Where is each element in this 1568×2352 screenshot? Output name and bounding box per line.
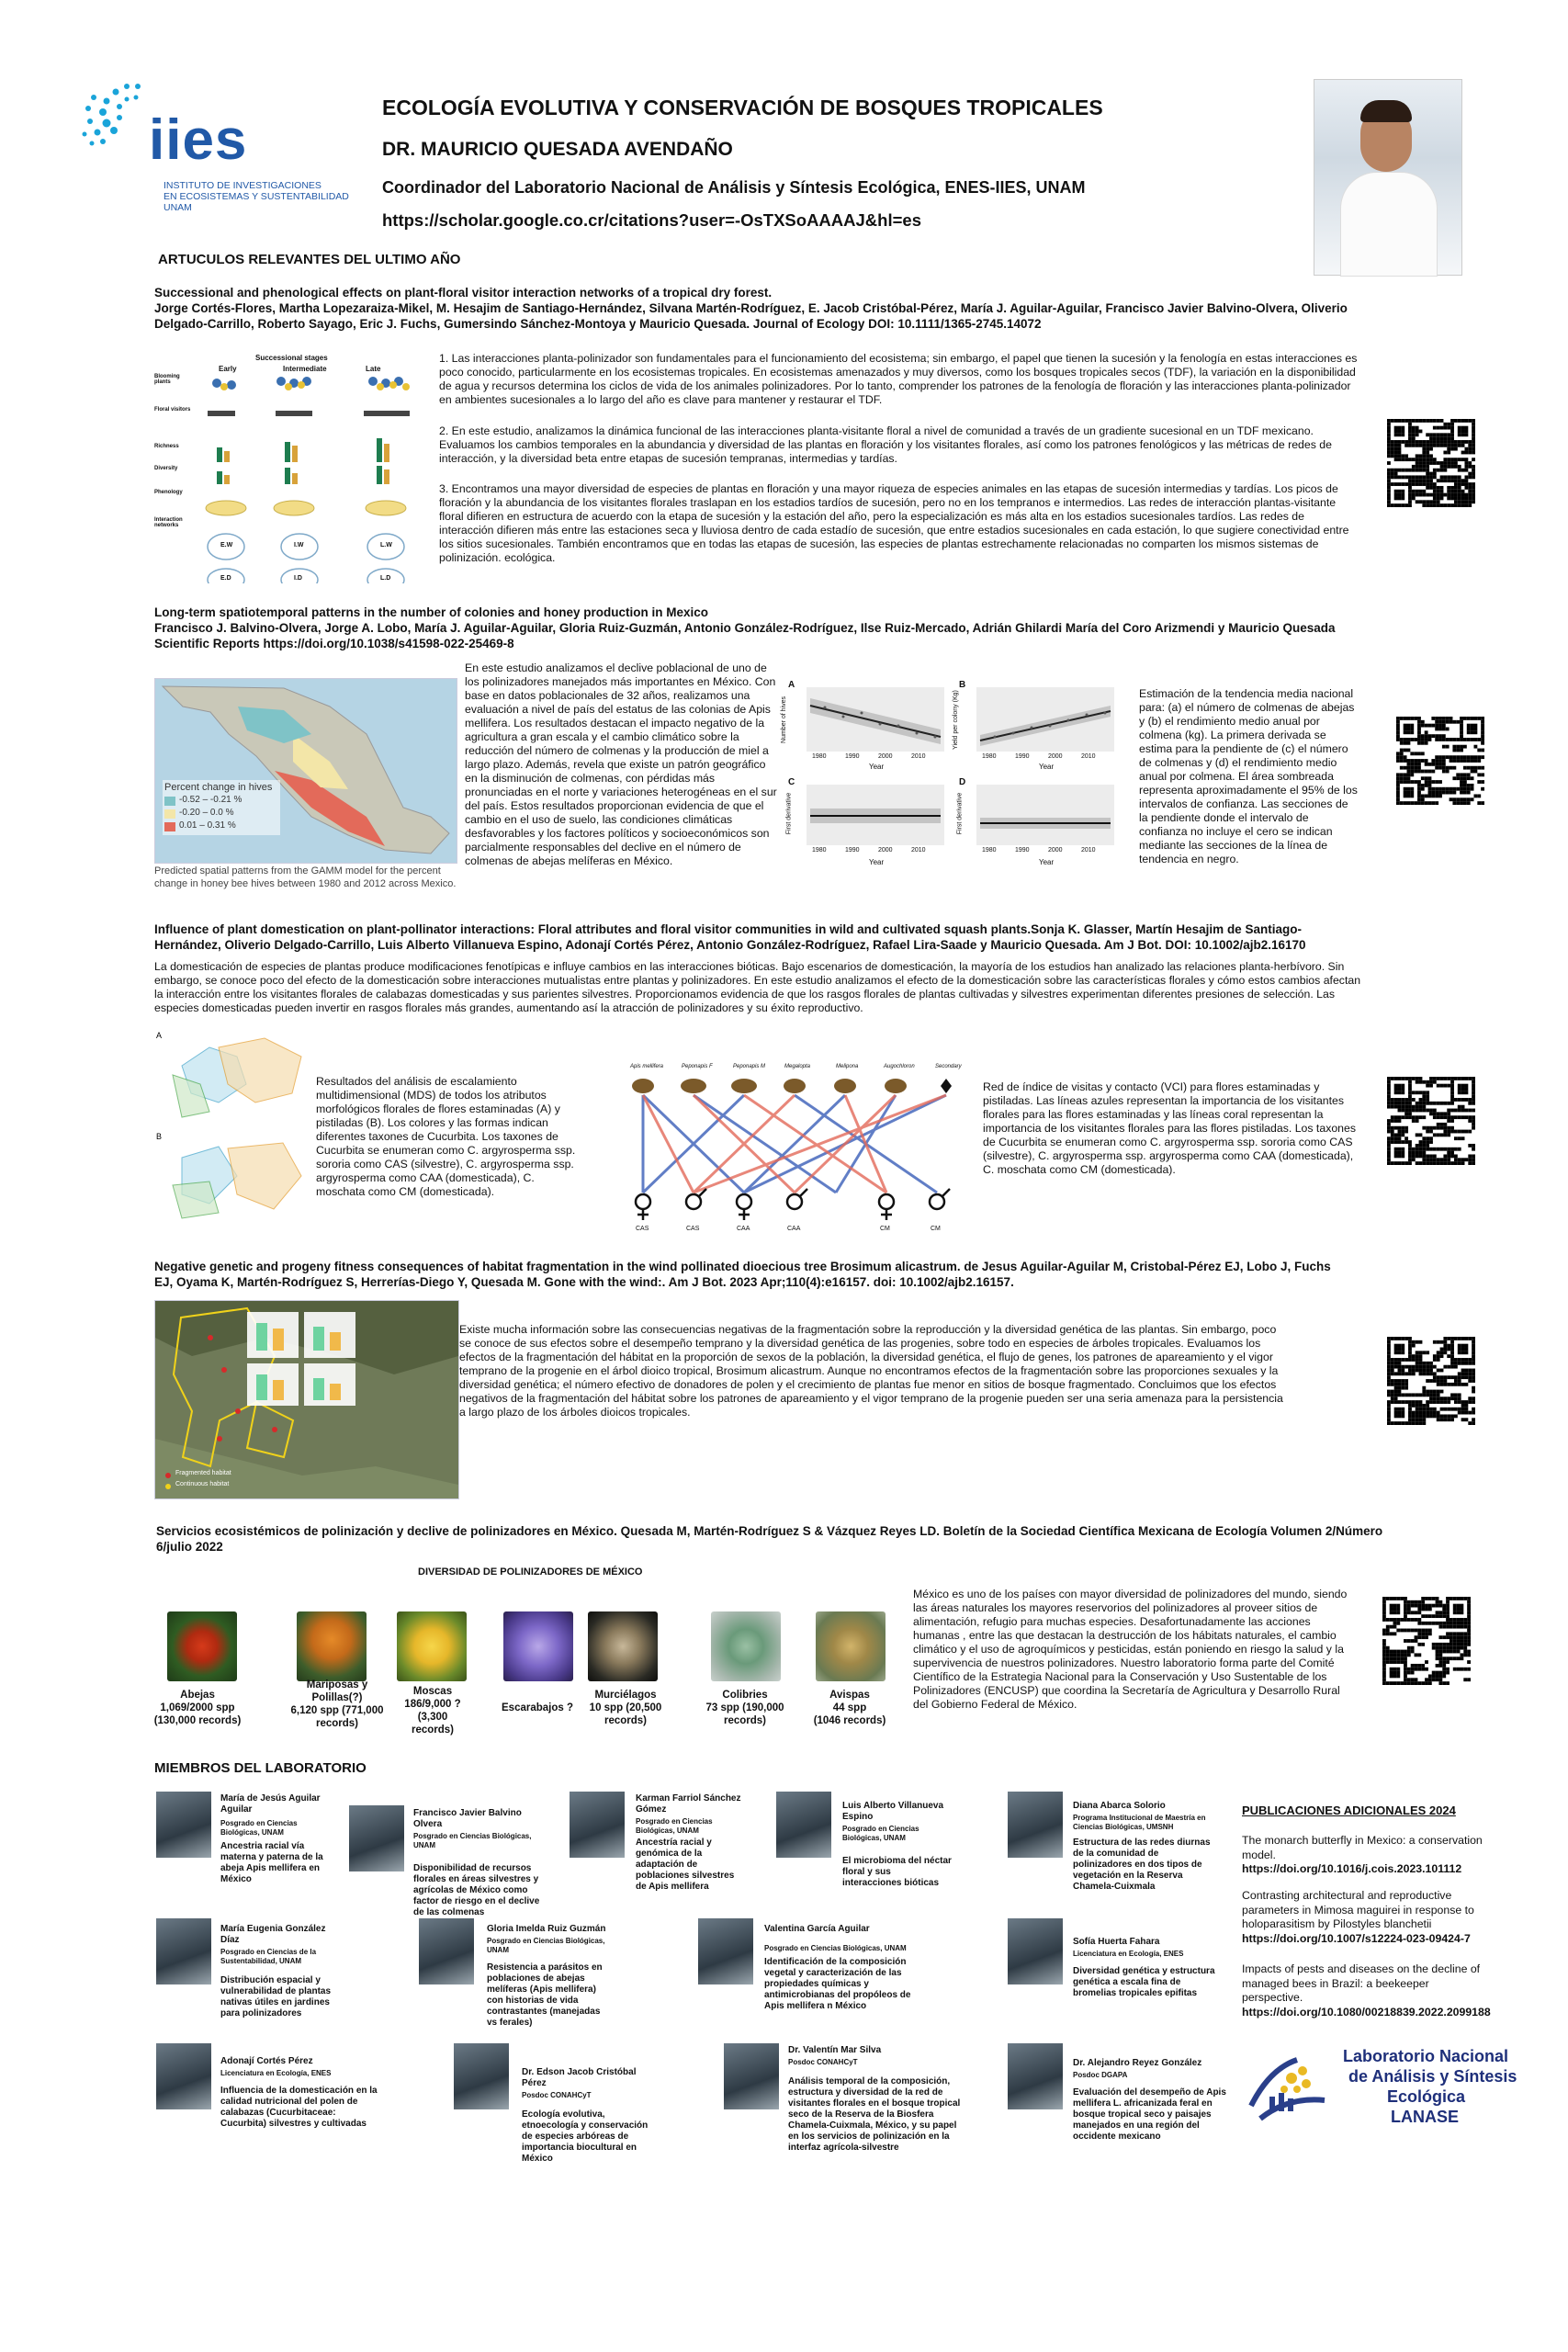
- lanase-line-2: de Análisis y Síntesis: [1348, 2067, 1517, 2086]
- panel-d-xtick-4: 2010: [1081, 847, 1096, 854]
- member-card: [1073, 2058, 1234, 2143]
- panel-c-xtick-2: 1990: [845, 847, 860, 854]
- section-heading: ARTUCULOS RELEVANTES DEL ULTIMO AÑO: [158, 252, 461, 267]
- map4-legend-fragmented: Fragmented habitat: [175, 1470, 231, 1476]
- member-card: [413, 1808, 551, 1918]
- publication-text: Impacts of pests and diseases on the decline of managed bees in Brazil: a beekeeper perspective.: [1242, 1962, 1481, 2004]
- member-topic: Ancestría racial y genómica de la adaptación de poblaciones silvestres de Apis mellifera: [636, 1838, 735, 1892]
- svg-text:B: B: [156, 1132, 163, 1141]
- pollinator-label-bats: Murciélagos 10 spp (20,500 records): [589, 1690, 662, 1726]
- fig1-row-2: Richness: [154, 444, 179, 449]
- panel-letter-a: A: [788, 680, 795, 690]
- fig1-schematic: [198, 372, 419, 583]
- article1-paragraph-2: 2. En este estudio, analizamos la dinámica funcional de las interacciones planta-visitante floral a nivel de comunidad a través de un gradiente sucesional en un TDF mexicano. Evaluamos los cambios temporales en la abundancia y diversidad de las plantas en floración y los visitantes florales, así como los patrones fenológicos y las métricas de redes de interacción, y la diversidad beta entre etapas de sucesión tempranas, intermedias y tardías.: [439, 424, 1332, 465]
- member-card: [220, 1793, 335, 1885]
- fig1-title: Successional stages: [255, 354, 328, 362]
- publications-title: PUBLICACIONES ADICIONALES 2024: [1242, 1804, 1456, 1817]
- member-photo: [1008, 1918, 1063, 1984]
- member-topic: Diversidad genética y estructura genética a escala fina de bromelias tropicales epifitas: [1073, 1966, 1215, 1998]
- fig1-col-early: Early: [219, 365, 237, 373]
- panel-b-xtick-3: 2000: [1048, 753, 1063, 760]
- fig1-row-3: Diversity: [154, 466, 178, 471]
- mds-plots: [154, 1029, 310, 1231]
- member-photo: [454, 2043, 509, 2109]
- map4-legend-continuous: Continuous habitat: [175, 1481, 230, 1487]
- member-name: Gloria Imelda Ruiz Guzmán: [487, 1924, 606, 1934]
- article3-title-text: Influence of plant domestication on plant-pollinator interactions: Floral attributes and floral visitor communities in wild and cultivated squash plants.: [154, 922, 1032, 936]
- panel-letter-d: D: [959, 777, 966, 787]
- article1-paragraph-1: 1. Las interacciones planta-polinizador son fundamentales para el funcionamiento del ecosistema; sin embargo, el papel que tienen la sucesión y la fenología en estas interacciones es poco conocido, particularmente en los ecosistemas tropicales. En ecosistemas amenazados y muy diversos, como los bosques tropicales secos (TDF), la variación en la disponibilidad de agua y recursos determina los ciclos de vida de los animales polinizadores. Por lo tanto, comprender los patrones de la fenología de floración y las interacciones planta-polinizador en ambientes sucesionales a lo largo del año es clave para mantener y restaurar el TDF.: [439, 352, 1358, 406]
- fig1-col-intermediate: Intermediate: [283, 365, 327, 373]
- net-bottom-2: CAA: [737, 1226, 750, 1232]
- member-name: Valentina García Aguilar: [764, 1924, 870, 1934]
- member-program: Posgrado en Ciencias Biológicas, UNAM: [842, 1825, 919, 1842]
- net-top-3: Megalopta: [784, 1064, 811, 1069]
- article5-title: Servicios ecosistémicos de polinización y declive de polinizadores en México. Quesada M, Martén-Rodríguez S & Vázquez Reyes LD. Boletín de la Sociedad Científica Mexicana de Ecología Volumen 2/Número 6/julio 2022: [156, 1524, 1383, 1554]
- member-program: Posgrado en Ciencias Biológicas, UNAM: [413, 1832, 532, 1849]
- net-top-0: Apis mellifera: [630, 1064, 664, 1069]
- member-name: Diana Abarca Solorio: [1073, 1801, 1166, 1811]
- panel-b-ylabel: Yield per colony (Kg): [952, 690, 959, 750]
- member-topic: Resistencia a parásitos en poblaciones de abejas melíferas (Apis mellifera) con historias de vida contrastantes (manejadas vs ferales): [487, 1962, 603, 2028]
- member-name: María Eugenia González Díaz: [220, 1924, 326, 1945]
- fig1-node-ew: E.W: [220, 542, 233, 548]
- map-legend-title: Percent change in hives: [164, 782, 273, 793]
- member-photo: [349, 1805, 404, 1871]
- member-program: Posgrado en Ciencias Biológicas, UNAM: [636, 1817, 713, 1835]
- legend-swatch: [164, 809, 175, 819]
- panel-letter-b: B: [959, 680, 966, 690]
- pollinator-label-bees: Abejas 1,069/2000 spp (130,000 records): [153, 1690, 242, 1726]
- member-program: Posgrado en Ciencias Biológicas, UNAM: [764, 1944, 907, 1952]
- article1-paragraph-3: 3. Encontramos una mayor diversidad de especies de plantas en floración y una mayor riqueza de especies animales en las etapas de sucesión intermedias y tardías. Los picos de floración y la abundancia de los visitantes florales traslapan en los estadios tardíos de sucesión, pero no en los tempranos e intermedios. Las redes de interacción plantas-visitante floral difieren en estructura de acuerdo con la etapa de sucesión y la estación del año, pero la especialización es más alta en los estadios sucesionales tardíos. Las redes de interacción difieren más entre las estaciones seca y lluviosa dentro de cada estadío de sucesión, que entre estadios sucesionales en cada estación, lo que sugiere conectividad entre los sitios sucesionales. También encontramos que en todas las etapas de sucesión, las especies de plantas estrechamente relacionadas no comparten los mismos sistemas de polinización. ecológica.: [439, 482, 1349, 564]
- article3-title: [154, 922, 1367, 953]
- lanase-line-4: LANASE: [1391, 2108, 1460, 2126]
- member-card: [842, 1801, 953, 1889]
- panel-c-xtick-4: 2010: [911, 847, 926, 854]
- publication-item: [1242, 1834, 1485, 1877]
- panel-c-ylabel: First derivative: [785, 792, 793, 835]
- mexico-map: [155, 679, 457, 863]
- fig1-row-4: Phenology: [154, 490, 183, 495]
- member-photo: [1008, 2043, 1063, 2109]
- member-topic: Evaluación del desempeño de Apis mellifera L. africanizada feral en bosque tropical seco y paisajes manejados en una región del occidente mexicano: [1073, 2087, 1226, 2142]
- member-card: [636, 1793, 744, 1893]
- member-name: Dr. Valentín Mar Silva: [788, 2045, 882, 2055]
- member-topic: Influencia de la domesticación en la calidad nutricional del polen de calabazas (Cucurbitaceae: Cucurbita) silvestres y cultivadas: [220, 2086, 378, 2129]
- member-photo: [698, 1918, 753, 1984]
- member-topic: Distribución espacial y vulnerabilidad de plantas nativas útiles en jardines para polinizadores: [220, 1975, 332, 2018]
- poster-title: ECOLOGÍA EVOLUTIVA Y CONSERVACIÓN DE BOSQUES TROPICALES: [382, 96, 1103, 119]
- member-name: Luis Alberto Villanueva Espino: [842, 1801, 944, 1822]
- article2-right-text: Estimación de la tendencia media nacional para: (a) el número de colmenas de abejas y (b) el rendimiento medio anual por colmena (kg). La primera derivada se estima para la pendiente de (c) el número de colmenas y (d) el rendimiento medio anual por colmena. El área sombreada representa aproximadamente el 95% de los intervalos de confianza. Las secciones de la pendiente donde el intervalo de confianza no incluye el cero se indican mediante las secciones de la línea de tendencia en negro.: [1139, 687, 1358, 865]
- member-card: [788, 2045, 967, 2154]
- article2-trend-panels: [780, 680, 1128, 871]
- panel-c-xtick-3: 2000: [878, 847, 893, 854]
- member-card: [522, 2067, 660, 2165]
- net-top-6: Secondary: [935, 1064, 962, 1069]
- article3-authors: Sonja K. Glasser, Martín Hesajim de Santiago-Hernández, Oliverio Delgado-Carrillo, Luis Alberto Villanueva Espino, Adonají Cortés Pérez, Antonio González-Rodríguez, Rafael Lira-Saade y Mauricio Quesada. Am J Bot. DOI: 10.1002/ajb2.16170: [154, 922, 1306, 952]
- net-bottom-4: CM: [880, 1226, 890, 1232]
- panel-a-xtick-4: 2010: [911, 753, 926, 760]
- member-program: Programa Institucional de Maestría en Ciencias Biológicas, UMSNH: [1073, 1814, 1206, 1831]
- publication-item: [1242, 1962, 1491, 2019]
- member-card: [220, 1924, 340, 2019]
- panel-a-xtick-3: 2000: [878, 753, 893, 760]
- article3-left-text: Resultados del análisis de escalamiento multidimensional (MDS) de todos los atributos morfológicos florales de flores estaminadas (A) y pistiladas (B). Los colores y las formas indican diferentes taxones de Cucurbita. Los taxones de Cucurbita se enumeran como C. argyrosperma ssp. sororia como CAS (silvestre), C. argyrosperma ssp. argyrosperma como CAA (domesticada), C. moschata como CM (domesticada).: [316, 1075, 576, 1198]
- svg-text:A: A: [156, 1031, 163, 1040]
- article4-body: Existe mucha información sobre las consecuencias negativas de la fragmentación sobre la reproducción y la diversidad genética de las plantas. Sin embargo, poco se conoce de sus efectos sobre el desempeño temprano y la diversidad genética de las progenies, sobre todo en especies de árboles tropicales. Evaluamos los efectos de la fragmentación del hábitat en la proporción de sexos de la población, la diversidad genética, el flujo de genes, los patrones de apareamiento y el vigor temprano de la progenie en el árbol dioico tropical, Brosimum alicastrum. Aunque no encontramos efectos de la fragmentación sobre las proporciones sexuales y la diversidad genética; el número efectivo de donadores de polen y el crecimiento de plantas fue menor en sitios de bosque fragmentado. Concluimos que los efectos negativos de la fragmentación del hábitat sobre los patrones de apareamiento y el vigor temprano de la progenie pueden ser una seria amenaza para la persistencia a largo plazo de los árboles dioicos tropicales.: [459, 1323, 1283, 1419]
- member-card: [487, 1924, 611, 2029]
- article4-map: [154, 1300, 459, 1499]
- member-photo: [156, 1918, 211, 1984]
- member-name: Dr. Alejandro Reyez González: [1073, 2058, 1202, 2068]
- fig1-row-1: Floral visitors: [154, 407, 191, 413]
- member-card: [1073, 1937, 1220, 1999]
- member-name: María de Jesús Aguilar Aguilar: [220, 1793, 321, 1815]
- member-photo: [156, 1792, 211, 1858]
- panel-d-xlabel: Year: [1039, 858, 1055, 866]
- researcher-role: Coordinador del Laboratorio Nacional de Análisis y Síntesis Ecológica, ENES-IIES, UNAM: [382, 178, 1086, 197]
- member-photo: [419, 1918, 474, 1984]
- publication-doi-link[interactable]: https://doi.org/10.1016/j.cois.2023.101112: [1242, 1862, 1462, 1875]
- panel-letter-c: C: [788, 777, 795, 787]
- member-topic: El microbioma del néctar floral y sus interacciones bióticas: [842, 1856, 952, 1888]
- panel-d-xtick-2: 1990: [1015, 847, 1030, 854]
- member-program: Posdoc CONAHCyT: [522, 2091, 592, 2099]
- panel-c-xlabel: Year: [869, 858, 885, 866]
- members-title: MIEMBROS DEL LABORATORIO: [154, 1760, 367, 1776]
- member-topic: Estructura de las redes diurnas de la comunidad de polinizadores en dos tipos de vegetación en la Reserva Chamela-Cuixmala: [1073, 1838, 1211, 1892]
- member-program: Posdoc DGAPA: [1073, 2071, 1128, 2079]
- article2-authors: Francisco J. Balvino-Olvera, Jorge A. Lobo, María J. Aguilar-Aguilar, Gloria Ruiz-Guzmán, Antonio González-Rodríguez, Ilse Ruiz-Mercado, Adrián Ghilardi María del Coro Arizmendi y Mauricio Quesada Scientific Reports https://doi.org/10.1038/s41598-022-25469-8: [154, 621, 1336, 650]
- member-program: Posgrado en Ciencias de la Sustentabilidad, UNAM: [220, 1948, 317, 1965]
- member-card: [1073, 1801, 1220, 1893]
- map-caption: Predicted spatial patterns from the GAMM model for the percent change in honey bee hives between 1980 and 2012 across Mexico.: [154, 865, 457, 889]
- panel-b-xlabel: Year: [1039, 763, 1055, 771]
- article5-qr-code[interactable]: [1382, 1597, 1471, 1685]
- article2-map: [154, 678, 457, 864]
- article3-right-text: Red de índice de visitas y contacto (VCI) para flores estaminadas y pistiladas. Las líneas azules representan la importancia de los visitantes florales para las flores estaminadas y las líneas coral representan la importancia de los visitantes florales para las flores pistiladas. Los taxones de Cucurbita se enumeran como C. argyrosperma ssp. sororia como CAS (silvestre), C. argyrosperma ssp. argyrosperma como CAA (domesticada), C. moschata como CM (domesticada).: [983, 1080, 1357, 1176]
- panel-c-xtick-1: 1980: [812, 847, 827, 854]
- fig1-row-5: Interaction networks: [154, 517, 183, 528]
- member-name: Karman Farriol Sánchez Gómez: [636, 1793, 741, 1815]
- vci-network: [625, 1064, 974, 1235]
- bat-photo: [588, 1611, 658, 1681]
- panel-a-xtick-1: 1980: [812, 753, 827, 760]
- publication-text: Contrasting architectural and reproductive parameters in Mimosa maguirei in response to holoparasitism by Pilostyles blanchetii: [1242, 1889, 1474, 1930]
- net-top-2: Peponapis M: [733, 1064, 766, 1069]
- lanase-logo: [1242, 2041, 1517, 2133]
- researcher-photo: [1314, 79, 1462, 276]
- panel-a-ylabel: Number of hives: [780, 696, 787, 743]
- lanase-line-1: Laboratorio Nacional: [1343, 2047, 1509, 2065]
- net-top-5: Augochloron: [884, 1064, 915, 1069]
- article2-qr-code[interactable]: [1396, 717, 1484, 805]
- member-card: [764, 1924, 930, 2012]
- diversity-title: DIVERSIDAD DE POLINIZADORES DE MÉXICO: [418, 1566, 643, 1577]
- article1-qr-code[interactable]: [1387, 419, 1475, 507]
- net-bottom-5: CM: [931, 1226, 941, 1232]
- fig1-col-late: Late: [366, 365, 381, 373]
- lanase-emblem-icon: [1242, 2041, 1334, 2133]
- panel-d-ylabel: First derivative: [956, 792, 964, 835]
- member-photo: [724, 2043, 779, 2109]
- net-bottom-0: CAS: [636, 1226, 649, 1232]
- legend-swatch: [164, 822, 175, 831]
- member-topic: Ancestria racial vía materna y paterna de la abeja Apis mellifera en México: [220, 1841, 323, 1884]
- panel-b-xtick-2: 1990: [1015, 753, 1030, 760]
- pollinator-label-butterflies: Mariposas y Polillas(?) 6,120 spp (771,000 records): [290, 1679, 384, 1729]
- map-legend-item-1: -0.52 – -0.21 %: [179, 795, 243, 805]
- fig1-node-id: I.D: [294, 575, 302, 582]
- fig1-node-ed: E.D: [220, 575, 231, 582]
- article4-title: Negative genetic and progeny fitness consequences of habitat fragmentation in the wind pollinated dioecious tree Brosimum alicastrum. de Jesus Aguilar-Aguilar M, Cristobal-Pérez EJ, Lobo J, Fuchs EJ, Oyama K, Martén-Rodríguez S, Herrerías-Diego Y, Quesada M. Gone with the wind:. Am J Bot. 2023 Apr;110(4):e16157. doi: 10.1002/ajb2.16157.: [154, 1260, 1331, 1289]
- pollinator-label-beetles: Escarabajos ?: [502, 1702, 573, 1713]
- member-name: Dr. Edson Jacob Cristóbal Pérez: [522, 2067, 637, 2088]
- publication-doi-link[interactable]: https://doi.org/10.1007/s12224-023-09424-7: [1242, 1931, 1471, 1945]
- member-topic: Disponibilidad de recursos florales en áreas silvestres y agrícolas de México como factor de riesgo en el declive de las colmenas: [413, 1863, 540, 1917]
- legend-swatch: [164, 797, 175, 806]
- member-program: Posdoc CONAHCyT: [788, 2058, 858, 2066]
- member-topic: Análisis temporal de la composición, estructura y diversidad de la red de visitantes florales en el bosque tropical seco de la Reserva de la Biosfera Chamela-Cuixmala, México, y su papel en los servicios de polinización en la interfaz agrícola-silvestre: [788, 2076, 961, 2153]
- article4-qr-code[interactable]: [1387, 1337, 1475, 1425]
- pollinator-label-wasps: Avispas 44 spp (1046 records): [813, 1690, 886, 1726]
- net-bottom-1: CAS: [686, 1226, 700, 1232]
- scholar-link[interactable]: https://scholar.google.co.cr/citations?user=-OsTXSoAAAAJ&hl=es: [382, 210, 921, 230]
- net-bottom-3: CAA: [787, 1226, 801, 1232]
- member-card: [220, 2056, 381, 2130]
- lanase-line-3: Ecológica: [1387, 2087, 1466, 2106]
- panel-b-xtick-4: 2010: [1081, 753, 1096, 760]
- fragmentation-map: [155, 1301, 458, 1498]
- panel-a-xlabel: Year: [869, 763, 885, 771]
- member-photo: [1008, 1792, 1063, 1858]
- member-topic: Identificación de la composición vegetal y caracterización de las propiedades químicas y antimicrobianas del propóleos de Apis mellifera n México: [764, 1957, 911, 2011]
- fig1-node-iw: I.W: [294, 542, 304, 548]
- article5-body: México es uno de los países con mayor diversidad de polinizadores del mundo, siendo las áreas naturales los mayores reservorios del polinizadores al proveer sitios de alimentación, refugio para muchas especies. Desafortunadamente las acciones humanas , entre las que destacan la destrucción de los hábitats naturales, el cambio climático y el uso de agroquímicos y pesticidas, están poniendo en riesgo la salud y la supervivencia de nuestros polinizadores. Nuestro laboratorio forma parte del Comité Científico de la Estrategia Nacional para la Conservación y Uso Sustentable de los Polinizadores (ENCUSP) que coordina la Secretaría de Agricultura y Desarrollo Rural del Gobierno Federal de México.: [913, 1588, 1348, 1711]
- net-top-1: Peponapis F: [682, 1064, 713, 1069]
- wasp-photo: [816, 1611, 886, 1681]
- iies-logo-subtitle: INSTITUTO DE INVESTIGACIONES EN ECOSISTEMAS Y SUSTENTABILIDAD UNAM: [164, 180, 349, 213]
- fig1-row-0: Blooming plants: [154, 374, 180, 385]
- fly-photo: [397, 1611, 467, 1681]
- article1-figure: [154, 354, 421, 583]
- iies-logo-text: iies: [149, 108, 248, 172]
- member-photo: [776, 1792, 831, 1858]
- iies-logo: [79, 79, 373, 217]
- researcher-name: DR. MAURICIO QUESADA AVENDAÑO: [382, 139, 733, 160]
- article3-abstract: La domesticación de especies de plantas produce modificaciones fenotípicas e influye cambios en las interacciones bióticas. Bajo escenarios de domesticación, la mayoría de los estudios han analizado las relaciones planta-herbívoro. Sin embargo, se conoce poco del efecto de la domesticación sobre interacciones mutualistas entre plantas y polinizadores. En este estudio analizamos el efecto de la domesticación sobre las características florales y cómo estos cambios afectan la interacción entre los visitantes florales de calabazas domesticadas y sus parientes silvestres. Proporcionamos evidencia de que los rasgos florales de plantas cultivadas y silvestres experimentan diferentes presiones de selección. Las especies domesticadas pueden invertir en rasgos florales más grandes, aumentando así la atracción de polinizadores y su éxito reproductivo.: [154, 960, 1361, 1014]
- panel-d-xtick-1: 1980: [982, 847, 997, 854]
- member-name: Sofía Huerta Fahara: [1073, 1937, 1160, 1947]
- article1-authors: Jorge Cortés-Flores, Martha Lopezaraiza-Mikel, M. Hesajim de Santiago-Hernández, Silvana Martén-Rodríguez, E. Jacob Cristóbal-Pérez, María J. Aguilar-Aguilar, Francisco Javier Balvino-Olvera, Oliverio Delgado-Carrillo, Roberto Sayago, Eric J. Fuchs, Gumersindo Sánchez-Montoya y Mauricio Quesada. Journal of Ecology DOI: 10.1111/1365-2745.14072: [154, 301, 1348, 331]
- member-program: Posgrado en Ciencias Biológicas, UNAM: [487, 1937, 605, 1954]
- map-legend-item-3: 0.01 – 0.31 %: [179, 820, 236, 831]
- publication-doi-link[interactable]: https://doi.org/10.1080/00218839.2022.2099188: [1242, 2005, 1491, 2018]
- hummingbird-photo: [711, 1611, 781, 1681]
- butterfly-photo: [297, 1611, 367, 1681]
- member-photo: [156, 2043, 211, 2109]
- member-program: Licenciatura en Ecología, ENES: [220, 2069, 332, 2077]
- pollinator-label-hummingbirds: Colibries 73 spp (190,000 records): [705, 1690, 784, 1726]
- article2-title: Long-term spatiotemporal patterns in the number of colonies and honey production in Mexico: [154, 605, 709, 619]
- article3-mds-figure: [154, 1029, 310, 1231]
- article2-body: En este estudio analizamos el declive poblacional de uno de los polinizadores manejados más importantes en México. Con base en datos poblacionales de 32 años, realizamos una evaluación a nivel de país del estatus de las colonias de Apis mellifera. Los resultados destacan el impacto negativo de la agricultura a gran escala y el cambio climático sobre la reducción del número de colmenas y la producción de miel a largo plazo. Además, revela que existe un patrón geográfico en la disminución de colmenas, con pérdidas más pronunciadas en el norte y variaciones heterogéneas en el sur del país. Estos resultados proporcionan evidencia de que el cambio en el uso de suelo, las condiciones climáticas desfavorables y los factores políticos y socioeconómicos son parcialmente responsables del declive en el número de colmenas de abejas melíferas en México.: [465, 662, 777, 867]
- map-legend-item-2: -0.20 – 0.0 %: [179, 808, 234, 818]
- beetle-photo: [503, 1611, 573, 1681]
- fig1-node-lw: L.W: [380, 542, 392, 548]
- member-photo: [570, 1792, 625, 1858]
- member-name: Adonají Cortés Pérez: [220, 2056, 313, 2066]
- net-top-4: Melipona: [836, 1064, 859, 1069]
- panel-d-xtick-3: 2000: [1048, 847, 1063, 854]
- member-name: Francisco Javier Balvino Olvera: [413, 1808, 522, 1829]
- article3-network: [625, 1064, 974, 1235]
- bee-photo: [167, 1611, 237, 1681]
- panel-a-xtick-2: 1990: [845, 753, 860, 760]
- publication-item: [1242, 1889, 1485, 1946]
- member-topic: Ecología evolutiva, etnoecología y conservación de especies arbóreas de importancia biocultural en México: [522, 2109, 649, 2164]
- article3-qr-code[interactable]: [1387, 1077, 1475, 1165]
- member-program: Licenciatura en Ecología, ENES: [1073, 1950, 1184, 1958]
- member-program: Posgrado en Ciencias Biológicas, UNAM: [220, 1819, 298, 1837]
- publication-text: The monarch butterfly in Mexico: a conservation model.: [1242, 1834, 1483, 1861]
- fig1-node-ld: L.D: [380, 575, 391, 582]
- article1-title: Successional and phenological effects on plant-floral visitor interaction networks of a tropical dry forest.: [154, 286, 773, 300]
- pollinator-label-flies: Moscas 186/9,000 ? (3,300 records): [404, 1686, 461, 1736]
- panel-b-xtick-1: 1980: [982, 753, 997, 760]
